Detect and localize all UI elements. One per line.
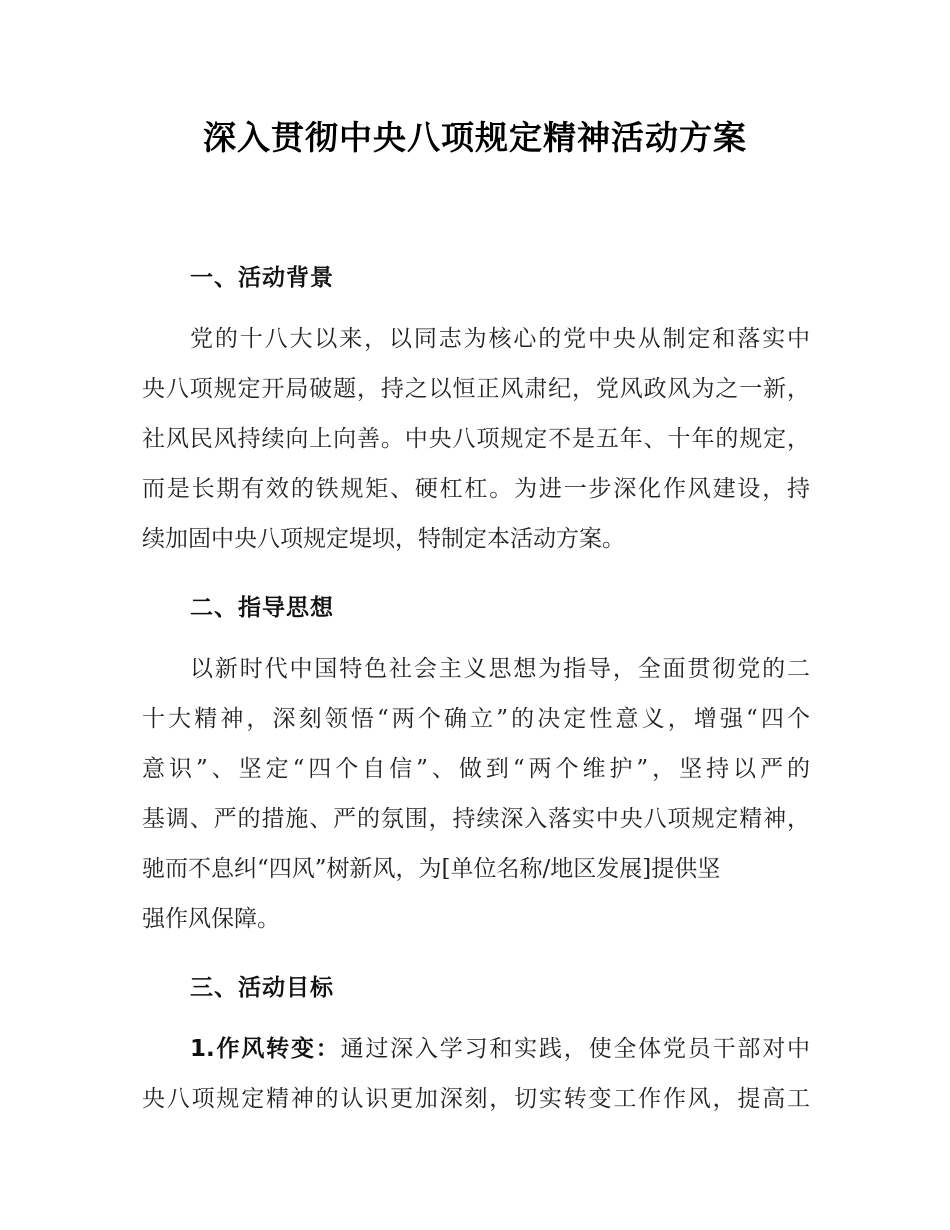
paragraph-line: 意识”、坚定“四个自信”、做到“两个维护”，坚持以严的 xyxy=(142,756,810,782)
paragraph-line: 基调、严的措施、严的氛围，持续深入落实中央八项规定精神， xyxy=(142,806,810,832)
paragraph-line: 十大精神，深刻领悟“两个确立”的决定性意义，增强“四个 xyxy=(142,706,810,732)
goal-item-text: 通过深入学习和实践，使全体党员干部对中 xyxy=(340,1036,811,1062)
paragraph-line: 续加固中央八项规定堤坝，特制定本活动方案。 xyxy=(142,526,625,552)
paragraph-line: 而是长期有效的铁规矩、硬杠杠。为进一步深化作风建设，持 xyxy=(142,476,810,502)
document-title: 深入贯彻中央八项规定精神活动方案 xyxy=(203,118,747,157)
paragraph-line: 央八项规定开局破题，持之以恒正风肃纪，党风政风为之一新， xyxy=(142,376,810,402)
goal-item-line xyxy=(190,1034,810,1064)
paragraph-line: 驰而不息纠“四风”树新风，为[单位名称/地区发展]提供坚 xyxy=(142,856,721,882)
section-heading-guiding-ideology: 二、指导思想 xyxy=(190,595,334,621)
goal-item-label: 1.作风转变： xyxy=(190,1036,341,1062)
paragraph-line: 强作风保障。 xyxy=(142,906,280,932)
paragraph-line: 党的十八大以来，以同志为核心的党中央从制定和落实中 xyxy=(190,326,810,352)
section-heading-background: 一、活动背景 xyxy=(190,265,334,291)
paragraph-line: 以新时代中国特色社会主义思想为指导，全面贯彻党的二 xyxy=(190,656,810,682)
section-heading-goals: 三、活动目标 xyxy=(190,975,334,1001)
paragraph-line: 社风民风持续向上向善。中央八项规定不是五年、十年的规定， xyxy=(142,426,810,452)
paragraph-line: 央八项规定精神的认识更加深刻，切实转变工作作风，提高工 xyxy=(142,1086,810,1112)
